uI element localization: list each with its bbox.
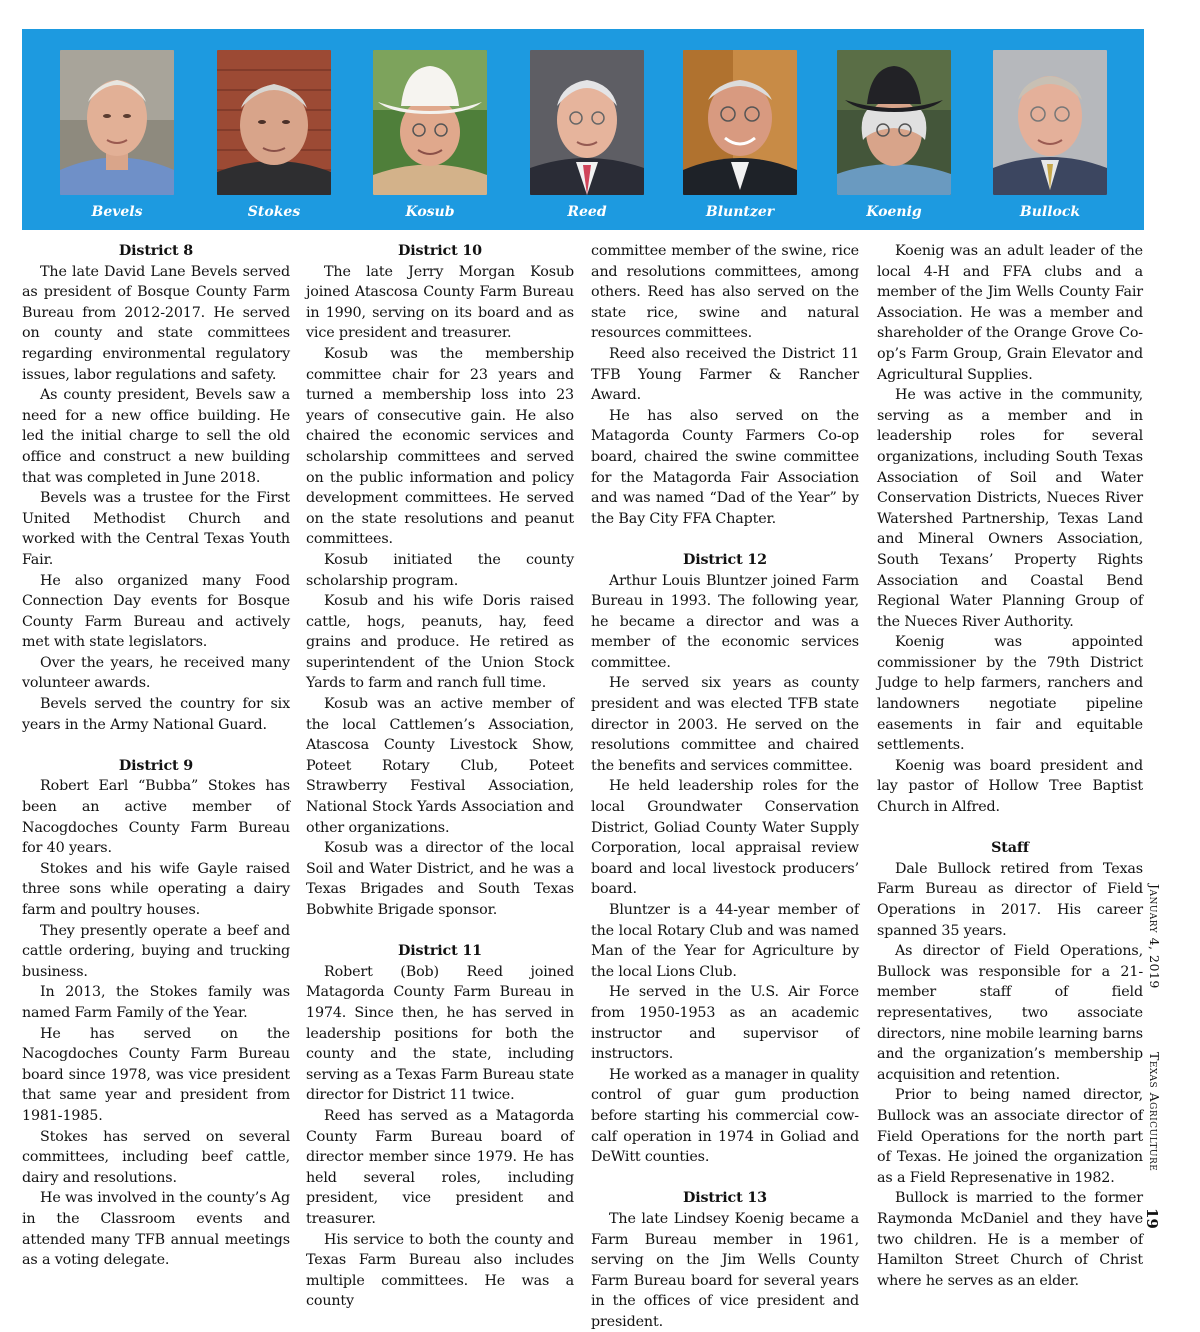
paragraph: Prior to being named director, Bullock was an associate director of Field Operations for the north part of Texas. He joined the organization as a Field Represenative in 1982. (877, 1087, 1143, 1186)
paragraph: As director of Field Operations, Bullock was responsible for a 21-member staff of field representatives, two associate directors, nine mobile learning barns and the organization’s membership acquisition and retention. (877, 943, 1143, 1083)
paragraph: As county president, Bevels saw a need for a new office building. He led the initial charge to sell the old office and construct a new building that was completed in June 2018. (22, 387, 290, 486)
paragraph: Kosub and his wife Doris raised cattle, hogs, peanuts, hay, feed grains and produce. He retired as superintendent of the Union Stock Yards to farm and ranch full time. (306, 593, 574, 692)
portrait-reed (530, 50, 644, 195)
paragraph: Kosub was a director of the local Soil and Water District, and he was a Texas Brigades and South Texas Bobwhite Brigade sponsor. (306, 840, 574, 918)
heading-district-12: District 12 (683, 551, 767, 568)
caption-bullock: Bullock (1019, 204, 1081, 220)
paragraph: Robert (Bob) Reed joined Matagorda County Farm Bureau in 1974. Since then, he has served in leadership positions for both the county and the state, including serving as a Texas Farm Bureau state director for District 11 twice. (306, 963, 574, 1104)
paragraph: The late Lindsey Koenig became a Farm Bureau member in 1961, serving on the Jim Wells County Farm Bureau board for several years in the offices of vice president and president. (591, 1210, 859, 1330)
caption-stokes: Stokes (247, 204, 301, 220)
paragraph: Dale Bullock retired from Texas Farm Bureau as director of Field Operations in 2017. His career spanned 35 years. (877, 860, 1143, 939)
paragraph: He worked as a manager in quality control of guar gum production before starting his commercial cow-calf operation in 1974 in Goliad and DeWitt counties. (591, 1066, 859, 1166)
paragraph: Koenig was board president and lay pastor of Hollow Tree Baptist Church in Alfred. (877, 757, 1143, 816)
issue-date: January 4, 2019 (1147, 884, 1162, 989)
paragraph: Stokes has served on several committees, including beef cattle, dairy and resolutions. (22, 1128, 290, 1186)
paragraph: Reed also received the District 11 TFB Young Farmer & Rancher Award. (591, 345, 859, 404)
caption-kosub: Kosub (405, 204, 455, 220)
caption-reed: Reed (567, 204, 607, 220)
portrait-bluntzer (683, 50, 797, 195)
paragraph: Kosub was an active member of the local Cattlemen’s Association, Atascosa County Livestock Show, Poteet Rotary Club, Poteet Strawberry Festival Association, National Stock Yards Association and other organizations. (306, 696, 574, 836)
caption-bluntzer: Bluntzer (705, 204, 775, 220)
paragraph: He has served on the Nacogdoches County Farm Bureau board since 1978, was vice president that same year and president from 1981-1985. (22, 1025, 290, 1124)
paragraph: He also organized many Food Connection Day events for Bosque County Farm Bureau and actively met with state legislators. (22, 572, 290, 651)
paragraph: He was active in the community, serving as a member and in leadership roles for several organizations, including South Texas Association of Soil and Water Conservation Districts, Nueces River Watershed Partnership, Texas Land and Mineral Owners Association, South Texans’ Property Rights Association and Coastal Bend Regional Water Planning Group of the Nueces River Authority. (877, 387, 1143, 630)
paragraph: He served six years as county president and was elected TFB state director in 2003. He served on the resolutions committee and chaired the benefits and services committee. (591, 675, 859, 774)
heading-district-11: District 11 (398, 943, 482, 960)
paragraph: His service to both the county and Texas Farm Bureau also includes multiple committees. He was a county (306, 1231, 574, 1310)
paragraph: Koenig was appointed commissioner by the 79th District Judge to help farmers, ranchers and landowners negotiate pipeline easements in fair and equitable settlements. (877, 634, 1143, 754)
paragraph: He held leadership roles for the local Groundwater Conservation District, Goliad County Water Supply Corporation, local appraisal review board and local livestock producers’ board. (591, 778, 859, 898)
portrait-bevels (60, 50, 174, 195)
paragraph: The late Jerry Morgan Kosub joined Atascosa County Farm Bureau in 1990, serving on its board and as vice president and treasurer. (306, 263, 574, 342)
paragraph: Bevels was a trustee for the First United Methodist Church and worked with the Central Texas Youth Fair. (22, 490, 290, 568)
paragraph: committee member of the swine, rice and resolutions committees, among others. Reed has also served on the state rice, swine and natural resources committees. (591, 243, 859, 342)
paragraph: In 2013, the Stokes family was named Farm Family of the Year. (22, 984, 290, 1021)
paragraph: Bluntzer is a 44-year member of the local Rotary Club and was named Man of the Year for Agriculture by the local Lions Club. (591, 902, 859, 980)
paragraph: The late David Lane Bevels served as president of Bosque County Farm Bureau from 2012-2017. He served on county and state committees regarding environmental regulatory issues, labor regulations and safety. (22, 263, 290, 383)
column-4 (877, 241, 1143, 1291)
paragraph: Bullock is married to the former Raymonda McDaniel and they have two children. He is a member of Hamilton Street Church of Christ where he serves as an elder. (877, 1190, 1143, 1289)
paragraph: Reed has served as a Matagorda County Farm Bureau board of director member since 1979. He has held several roles, including president, vice president and treasurer. (306, 1107, 574, 1227)
heading-district-13: District 13 (683, 1190, 767, 1207)
paragraph: Stokes and his wife Gayle raised three sons while operating a dairy farm and poultry houses. (22, 860, 290, 918)
column-2 (306, 241, 574, 1312)
paragraph: Koenig was an adult leader of the local 4-H and FFA clubs and a member of the Jim Wells County Fair Association. He was a member and shareholder of the Orange Grove Co-op’s Farm Group, Grain Elevator and Agricultural Supplies. (877, 243, 1143, 383)
heading-district-10: District 10 (398, 243, 482, 259)
heading-district-8: District 8 (118, 243, 194, 259)
paragraph: They presently operate a beef and cattle ordering, buying and trucking business. (22, 922, 290, 980)
paragraph: Arthur Louis Bluntzer joined Farm Bureau in 1993. The following year, he became a director and was a member of the economic services committee. (591, 572, 859, 671)
portrait-bullock (993, 50, 1107, 195)
caption-bevels: Bevels (91, 204, 143, 220)
portrait-kosub (373, 50, 487, 195)
heading-district-9: District 9 (118, 757, 194, 774)
caption-koenig: Koenig (866, 204, 922, 220)
paragraph: He was involved in the county’s Ag in the Classroom events and attended many TFB annual meetings as a voting delegate. (22, 1190, 290, 1269)
publication-name: Texas Agriculture (1147, 1052, 1162, 1172)
paragraph: Robert Earl “Bubba” Stokes has been an active member of Nacogdoches County Farm Bureau for 40 years. (22, 778, 290, 857)
page-number: 19 (1143, 1208, 1161, 1229)
column-1 (22, 241, 290, 1271)
heading-staff: Staff (991, 840, 1029, 857)
paragraph: Bevels served the country for six years in the Army National Guard. (22, 696, 290, 733)
column-3 (591, 241, 859, 1332)
portrait-stokes (217, 50, 331, 195)
paragraph: Over the years, he received many volunteer awards. (22, 654, 290, 692)
paragraph: He served in the U.S. Air Force from 1950-1953 as an academic instructor and supervisor of instructors. (591, 984, 859, 1063)
portrait-koenig (837, 50, 951, 195)
paragraph: Kosub was the membership committee chair for 23 years and turned a membership loss into 23 years of consecutive gain. He also chaired the economic services and scholarship committees and served on the public information and policy development committees. He served on the state resolutions and peanut committees. (306, 345, 574, 548)
paragraph: He has also served on the Matagorda County Farmers Co-op board, chaired the swine committee for the Matagorda Fair Association and was named “Dad of the Year” by the Bay City FFA Chapter. (591, 407, 859, 527)
photo-banner (22, 29, 1144, 230)
paragraph: Kosub initiated the county scholarship program. (306, 551, 574, 589)
